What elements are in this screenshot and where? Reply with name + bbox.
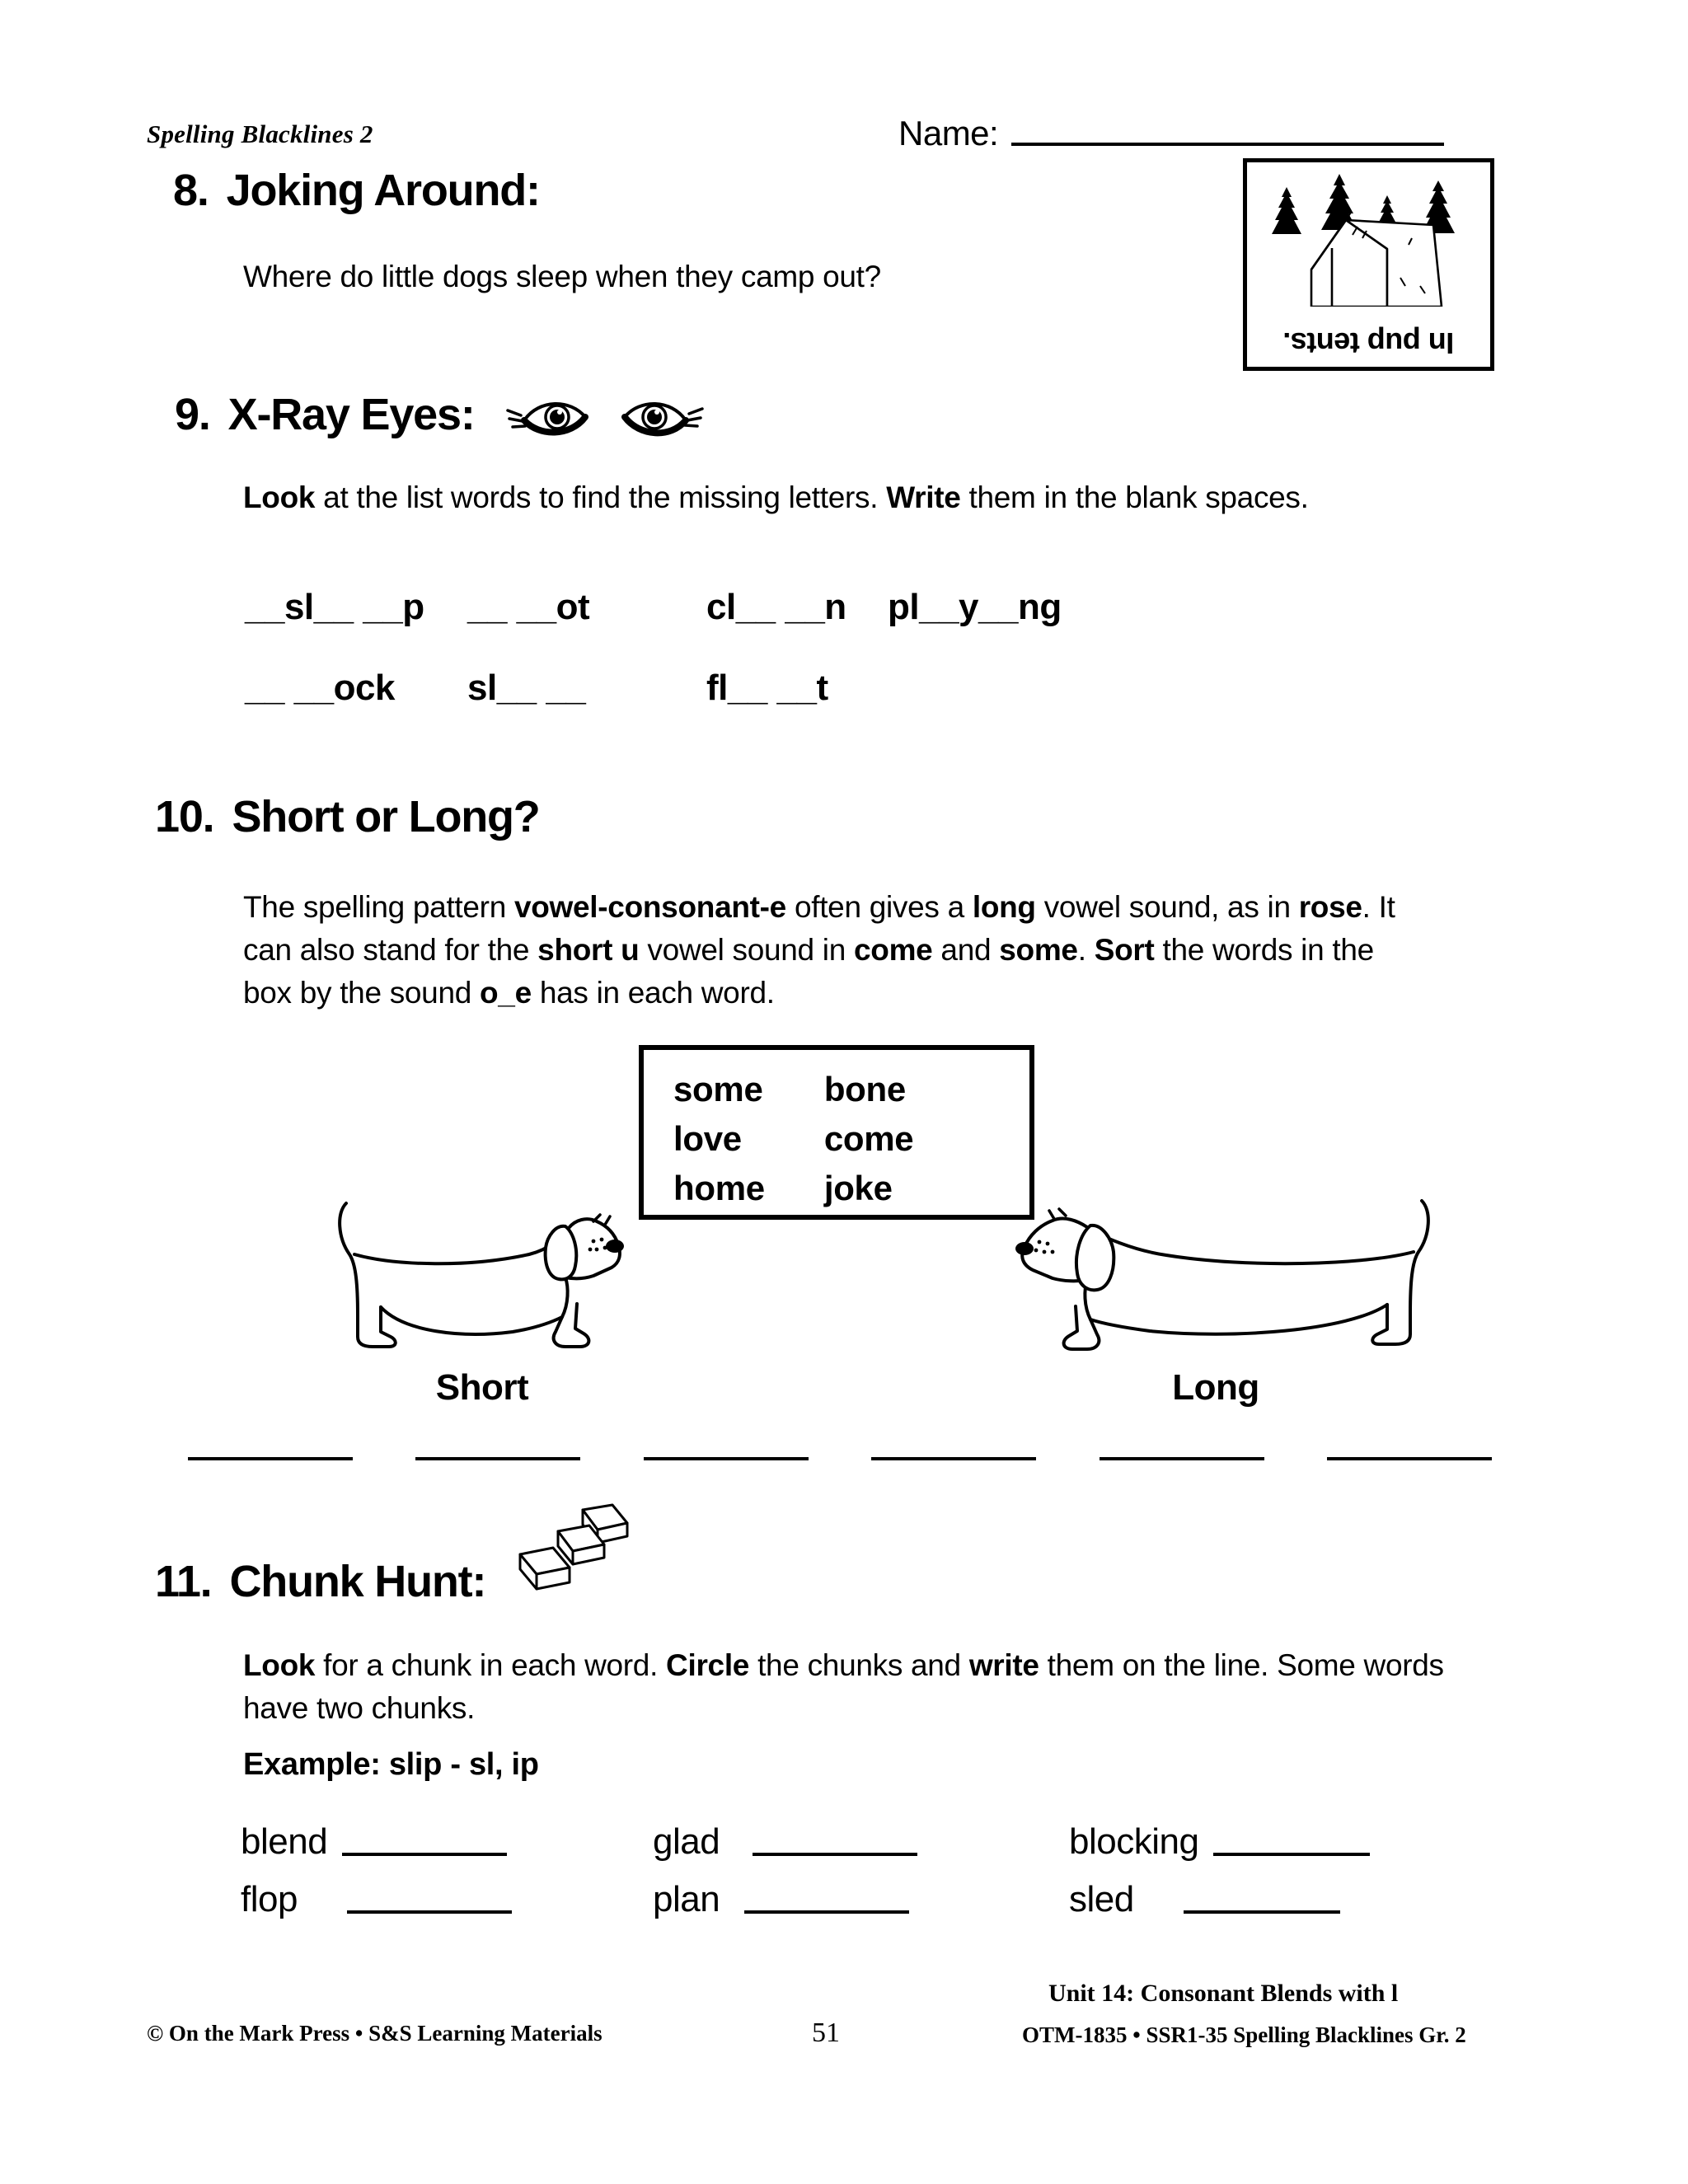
section-11-word-rows xyxy=(241,1820,1477,1935)
sort-word-box xyxy=(639,1045,1034,1220)
word-box-item: joke xyxy=(823,1169,893,1207)
footer-page-number: 51 xyxy=(812,2018,840,2048)
chunk-word: sled xyxy=(1069,1879,1134,1919)
sort-answer-line[interactable] xyxy=(188,1457,353,1460)
pair-of-eyes-icon xyxy=(499,387,710,442)
chunk-word: flop xyxy=(241,1879,298,1919)
joke-answer-text: In pup tents. xyxy=(1282,326,1455,360)
word-box-item: love xyxy=(673,1119,742,1158)
word-box-item: some xyxy=(673,1070,763,1108)
sort-answer-lines xyxy=(188,1457,1492,1460)
sort-answer-line[interactable] xyxy=(1327,1457,1492,1460)
section-9-title: X-Ray Eyes: xyxy=(227,390,475,439)
section-9-word-row-2 xyxy=(245,668,888,709)
section-8-heading xyxy=(173,165,540,216)
long-dog-illustration-group xyxy=(985,1158,1447,1408)
sort-answer-line[interactable] xyxy=(1100,1457,1264,1460)
footer-copyright: © On the Mark Press • S&S Learning Materials xyxy=(147,2021,603,2046)
section-8-question: Where do little dogs sleep when they camp out? xyxy=(243,260,881,293)
section-10-heading xyxy=(155,791,540,842)
chunk-item xyxy=(1069,1820,1370,1864)
section-9-word-row-1 xyxy=(245,587,1062,628)
section-9-blank-word[interactable]: sl__ __ xyxy=(467,668,586,708)
section-11-instructions: Look for a chunk in each word. Circle the chunks and write them on the line. Some words have two chunks. xyxy=(243,1648,1444,1725)
section-9-blank-word[interactable]: cl__ __n xyxy=(706,587,846,627)
section-10-instructions: The spelling pattern vowel-consonant-e often gives a long vowel sound, as in rose. It can also stand for the short u vowel sound in come and some. Sort the words in the box by the sound o_e has in each word. xyxy=(243,890,1395,1010)
chunk-item xyxy=(653,1820,1069,1864)
chunk-item xyxy=(653,1877,1069,1922)
footer-product-code: OTM-1835 • SSR1-35 Spelling Blacklines Gr. 2 xyxy=(1022,2022,1466,2047)
name-field-group xyxy=(898,114,1444,153)
section-9-blank-word[interactable]: fl__ __t xyxy=(706,668,828,708)
chunk-word: plan xyxy=(653,1879,720,1919)
section-9-heading xyxy=(175,387,710,442)
section-11-title: Chunk Hunt: xyxy=(229,1556,486,1606)
joke-answer-box xyxy=(1243,158,1494,371)
short-dog-illustration-group xyxy=(321,1162,643,1408)
chunk-row xyxy=(241,1877,1477,1922)
chunk-row xyxy=(241,1820,1477,1864)
name-label: Name: xyxy=(898,114,999,152)
chunk-answer-line[interactable] xyxy=(342,1853,507,1856)
chunk-answer-line[interactable] xyxy=(1184,1910,1340,1914)
dachshund-short-icon xyxy=(321,1162,643,1368)
section-11-number: 11. xyxy=(155,1556,212,1606)
section-11-example: Example: slip - sl, ip xyxy=(243,1747,539,1782)
section-9-blank-word[interactable]: __ __ock xyxy=(245,668,395,708)
footer-unit-title: Unit 14: Consonant Blends with l xyxy=(1048,1980,1399,2007)
section-11-heading xyxy=(155,1541,631,1621)
section-8-title: Joking Around: xyxy=(226,166,540,215)
section-10-number: 10. xyxy=(155,792,214,841)
chunk-word: blend xyxy=(241,1821,328,1862)
section-8-number: 8. xyxy=(173,166,209,215)
word-box-column-2 xyxy=(824,1065,914,1213)
chunk-answer-line[interactable] xyxy=(1213,1853,1370,1856)
section-9-blank-word[interactable]: __ __ot xyxy=(467,587,590,627)
chunk-item xyxy=(241,1877,653,1922)
sort-answer-line[interactable] xyxy=(415,1457,580,1460)
section-9-number: 9. xyxy=(175,390,210,439)
section-9-blank-word[interactable]: pl__y__ng xyxy=(888,587,1062,627)
chunk-answer-line[interactable] xyxy=(753,1853,917,1856)
word-box-item: bone xyxy=(823,1070,906,1108)
chunk-answer-line[interactable] xyxy=(347,1910,512,1914)
short-dog-label: Short xyxy=(435,1367,529,1408)
chunk-answer-line[interactable] xyxy=(744,1910,909,1914)
word-box-item: home xyxy=(673,1169,765,1207)
word-box-item: come xyxy=(823,1119,914,1158)
page-header-title: Spelling Blacklines 2 xyxy=(147,120,373,148)
chunk-item xyxy=(241,1820,653,1864)
sort-answer-line[interactable] xyxy=(871,1457,1036,1460)
tent-in-forest-illustration xyxy=(1247,162,1490,307)
section-9-blank-word[interactable]: __sl__ __p xyxy=(245,587,424,627)
word-box-column-1 xyxy=(673,1065,765,1213)
chunk-word: glad xyxy=(653,1821,720,1862)
chunk-word: blocking xyxy=(1069,1821,1199,1862)
section-10-title: Short or Long? xyxy=(232,792,540,841)
name-input-line[interactable] xyxy=(1011,143,1444,146)
section-9-instructions: Look at the list words to find the missing letters. Write them in the blank spaces. xyxy=(243,480,1309,514)
sort-answer-line[interactable] xyxy=(644,1457,809,1460)
long-dog-label: Long xyxy=(1172,1367,1259,1408)
dachshund-long-icon xyxy=(985,1158,1447,1368)
chocolate-chunks-icon xyxy=(507,1503,631,1621)
chunk-item xyxy=(1069,1877,1340,1922)
